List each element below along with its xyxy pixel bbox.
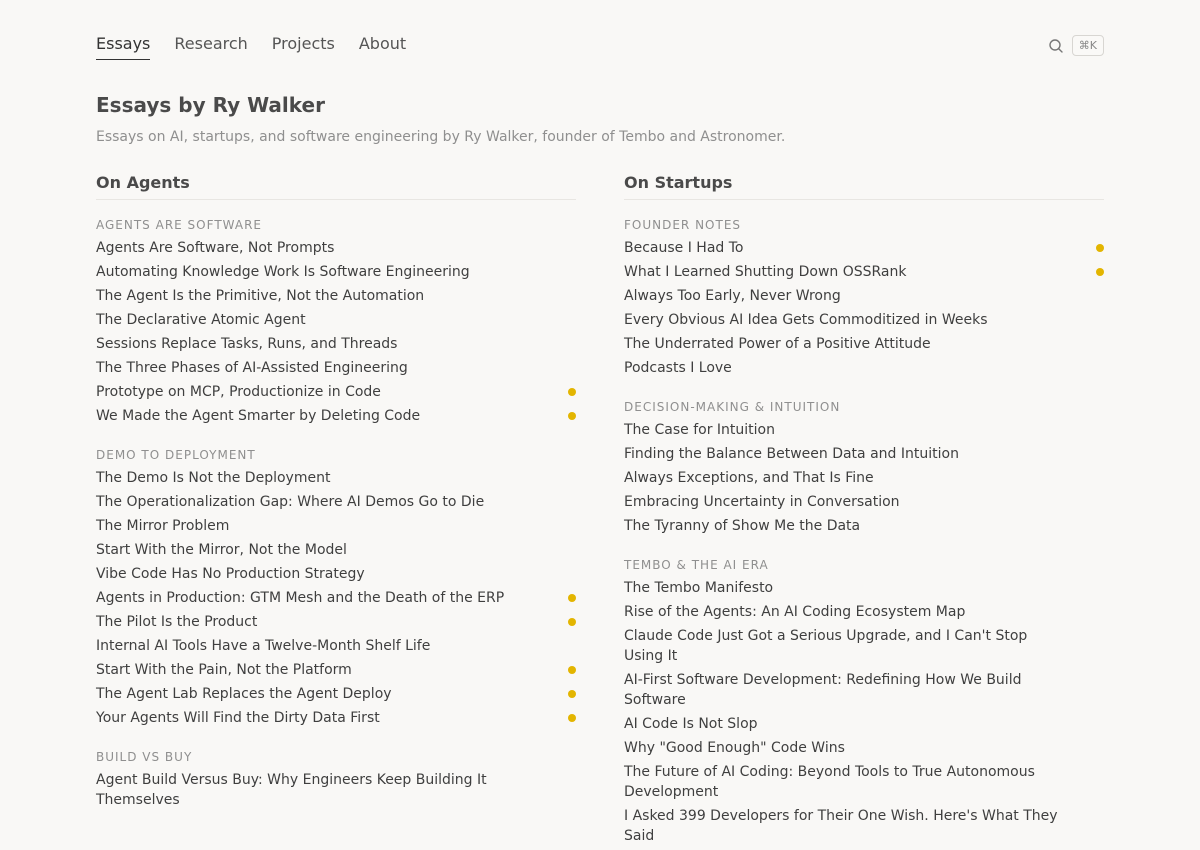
essay-title[interactable]: Every Obvious AI Idea Gets Commoditized in Weeks bbox=[624, 312, 988, 328]
essay-link[interactable] bbox=[96, 770, 576, 810]
column-title: On Startups bbox=[624, 172, 1104, 200]
essay-title[interactable]: Automating Knowledge Work Is Software Engineering bbox=[96, 264, 470, 280]
nav-projects[interactable]: Projects bbox=[271, 34, 335, 53]
essay-title[interactable]: Your Agents Will Find the Dirty Data First bbox=[96, 710, 380, 726]
essay-title[interactable]: The Underrated Power of a Positive Attitude bbox=[624, 336, 931, 352]
essay-link[interactable] bbox=[624, 262, 1104, 282]
essay-link[interactable] bbox=[96, 382, 576, 402]
nav-research[interactable]: Research bbox=[174, 34, 248, 53]
essay-link[interactable] bbox=[624, 578, 1104, 598]
essay-title[interactable]: Because I Had To bbox=[624, 240, 744, 256]
essay-link[interactable] bbox=[96, 334, 576, 354]
column-on-agents bbox=[96, 172, 576, 814]
essay-title[interactable]: Agents Are Software, Not Prompts bbox=[96, 240, 335, 256]
essay-link[interactable] bbox=[624, 626, 1104, 666]
page-title: Essays by Ry Walker bbox=[96, 93, 325, 117]
column-on-startups bbox=[624, 172, 1104, 850]
essay-title[interactable]: Internal AI Tools Have a Twelve-Month Shelf Life bbox=[96, 638, 431, 654]
essay-title[interactable]: The Operationalization Gap: Where AI Demos Go to Die bbox=[96, 494, 485, 510]
new-indicator-dot bbox=[1096, 244, 1104, 252]
essay-link[interactable] bbox=[96, 564, 576, 584]
essay-title[interactable]: The Pilot Is the Product bbox=[96, 614, 258, 630]
essay-link[interactable] bbox=[96, 358, 576, 378]
new-indicator-dot bbox=[568, 388, 576, 396]
new-indicator-dot bbox=[568, 714, 576, 722]
essay-link[interactable] bbox=[624, 468, 1104, 488]
essay-title[interactable]: Podcasts I Love bbox=[624, 360, 732, 376]
essay-title[interactable]: Why "Good Enough" Code Wins bbox=[624, 740, 845, 756]
essay-link[interactable] bbox=[624, 310, 1104, 330]
essay-title[interactable]: Start With the Mirror, Not the Model bbox=[96, 542, 347, 558]
search-trigger[interactable] bbox=[1048, 35, 1104, 56]
column-title: On Agents bbox=[96, 172, 576, 200]
essay-link[interactable] bbox=[624, 238, 1104, 258]
section-founder-notes bbox=[624, 216, 1104, 378]
essay-link[interactable] bbox=[96, 636, 576, 656]
essay-link[interactable] bbox=[96, 540, 576, 560]
essay-link[interactable] bbox=[624, 286, 1104, 306]
essay-link[interactable] bbox=[624, 444, 1104, 464]
essay-link[interactable] bbox=[624, 714, 1104, 734]
essay-link[interactable] bbox=[624, 670, 1104, 710]
essay-link[interactable] bbox=[96, 588, 576, 608]
essay-title[interactable]: Claude Code Just Got a Serious Upgrade, and I Can't Stop Using It bbox=[624, 628, 1028, 664]
new-indicator-dot bbox=[568, 690, 576, 698]
section-tembo-and-the-ai-era bbox=[624, 556, 1104, 846]
essay-title[interactable]: Finding the Balance Between Data and Intuition bbox=[624, 446, 959, 462]
section-decision-making-and-intuition bbox=[624, 398, 1104, 536]
section-label: DEMO TO DEPLOYMENT bbox=[96, 448, 256, 462]
essay-link[interactable] bbox=[96, 708, 576, 728]
essay-link[interactable] bbox=[96, 612, 576, 632]
essay-link[interactable] bbox=[624, 602, 1104, 622]
section-agents-are-software bbox=[96, 216, 576, 426]
page-subtitle: Essays on AI, startups, and software engineering by Ry Walker, founder of Tembo and Astronomer. bbox=[96, 129, 786, 145]
essay-link[interactable] bbox=[624, 420, 1104, 440]
essay-title[interactable]: AI-First Software Development: Redefining How We Build Software bbox=[624, 672, 1022, 708]
essay-title[interactable]: Sessions Replace Tasks, Runs, and Threads bbox=[96, 336, 398, 352]
essay-link[interactable] bbox=[624, 806, 1104, 846]
nav-about[interactable]: About bbox=[358, 34, 407, 53]
search-icon[interactable] bbox=[1048, 38, 1064, 54]
essay-title[interactable]: Vibe Code Has No Production Strategy bbox=[96, 566, 365, 582]
essay-title[interactable]: Agents in Production: GTM Mesh and the Death of the ERP bbox=[96, 590, 505, 606]
essay-title[interactable]: The Mirror Problem bbox=[96, 518, 230, 534]
essay-title[interactable]: The Tembo Manifesto bbox=[624, 580, 774, 596]
essay-title[interactable]: The Agent Lab Replaces the Agent Deploy bbox=[96, 686, 392, 702]
essay-link[interactable] bbox=[96, 286, 576, 306]
new-indicator-dot bbox=[568, 618, 576, 626]
essay-title[interactable]: The Agent Is the Primitive, Not the Automation bbox=[96, 288, 425, 304]
essay-title[interactable]: Start With the Pain, Not the Platform bbox=[96, 662, 352, 678]
section-label: FOUNDER NOTES bbox=[624, 218, 742, 232]
nav-essays[interactable]: Essays bbox=[96, 33, 150, 60]
essay-title[interactable]: Prototype on MCP, Productionize in Code bbox=[96, 384, 381, 400]
search-shortcut-badge[interactable]: ⌘K bbox=[1072, 35, 1104, 56]
essay-link[interactable] bbox=[624, 358, 1104, 378]
essay-title[interactable]: What I Learned Shutting Down OSSRank bbox=[624, 264, 907, 280]
essay-title[interactable]: The Tyranny of Show Me the Data bbox=[624, 518, 861, 534]
essay-title[interactable]: I Asked 399 Developers for Their One Wish. Here's What They Said bbox=[624, 808, 1058, 844]
essay-link[interactable] bbox=[96, 238, 576, 258]
essay-title[interactable]: Always Too Early, Never Wrong bbox=[624, 288, 841, 304]
essay-link[interactable] bbox=[96, 468, 576, 488]
section-build-vs-buy bbox=[96, 748, 576, 810]
new-indicator-dot bbox=[568, 666, 576, 674]
essay-link[interactable] bbox=[624, 762, 1104, 802]
essay-link[interactable] bbox=[96, 310, 576, 330]
essay-link[interactable] bbox=[96, 262, 576, 282]
section-label: DECISION-MAKING & INTUITION bbox=[624, 400, 841, 414]
essay-link[interactable] bbox=[624, 334, 1104, 354]
essay-link[interactable] bbox=[624, 492, 1104, 512]
new-indicator-dot bbox=[568, 594, 576, 602]
new-indicator-dot bbox=[568, 412, 576, 420]
essay-title[interactable]: The Declarative Atomic Agent bbox=[96, 312, 306, 328]
essay-title[interactable]: The Case for Intuition bbox=[624, 422, 775, 438]
essay-title[interactable]: Always Exceptions, and That Is Fine bbox=[624, 470, 874, 486]
essay-title[interactable]: The Three Phases of AI-Assisted Engineering bbox=[96, 360, 408, 376]
section-label: AGENTS ARE SOFTWARE bbox=[96, 218, 262, 232]
essay-title[interactable]: AI Code Is Not Slop bbox=[624, 716, 758, 732]
essay-link[interactable] bbox=[96, 660, 576, 680]
essay-link[interactable] bbox=[96, 516, 576, 536]
essay-title[interactable]: Agent Build Versus Buy: Why Engineers Keep Building It Themselves bbox=[96, 772, 487, 808]
section-label: TEMBO & THE AI ERA bbox=[624, 558, 769, 572]
essay-title[interactable]: Embracing Uncertainty in Conversation bbox=[624, 494, 900, 510]
essay-link[interactable] bbox=[624, 738, 1104, 758]
new-indicator-dot bbox=[1096, 268, 1104, 276]
section-demo-to-deployment bbox=[96, 446, 576, 728]
essay-link[interactable] bbox=[96, 684, 576, 704]
top-nav bbox=[96, 33, 406, 60]
essay-link[interactable] bbox=[96, 406, 576, 426]
essay-link[interactable] bbox=[624, 516, 1104, 536]
essay-title[interactable]: The Demo Is Not the Deployment bbox=[96, 470, 331, 486]
section-label: BUILD VS BUY bbox=[96, 750, 193, 764]
essay-title[interactable]: The Future of AI Coding: Beyond Tools to True Autonomous Development bbox=[624, 764, 1035, 800]
essay-title[interactable]: We Made the Agent Smarter by Deleting Code bbox=[96, 408, 421, 424]
essay-title[interactable]: Rise of the Agents: An AI Coding Ecosystem Map bbox=[624, 604, 966, 620]
essay-link[interactable] bbox=[96, 492, 576, 512]
